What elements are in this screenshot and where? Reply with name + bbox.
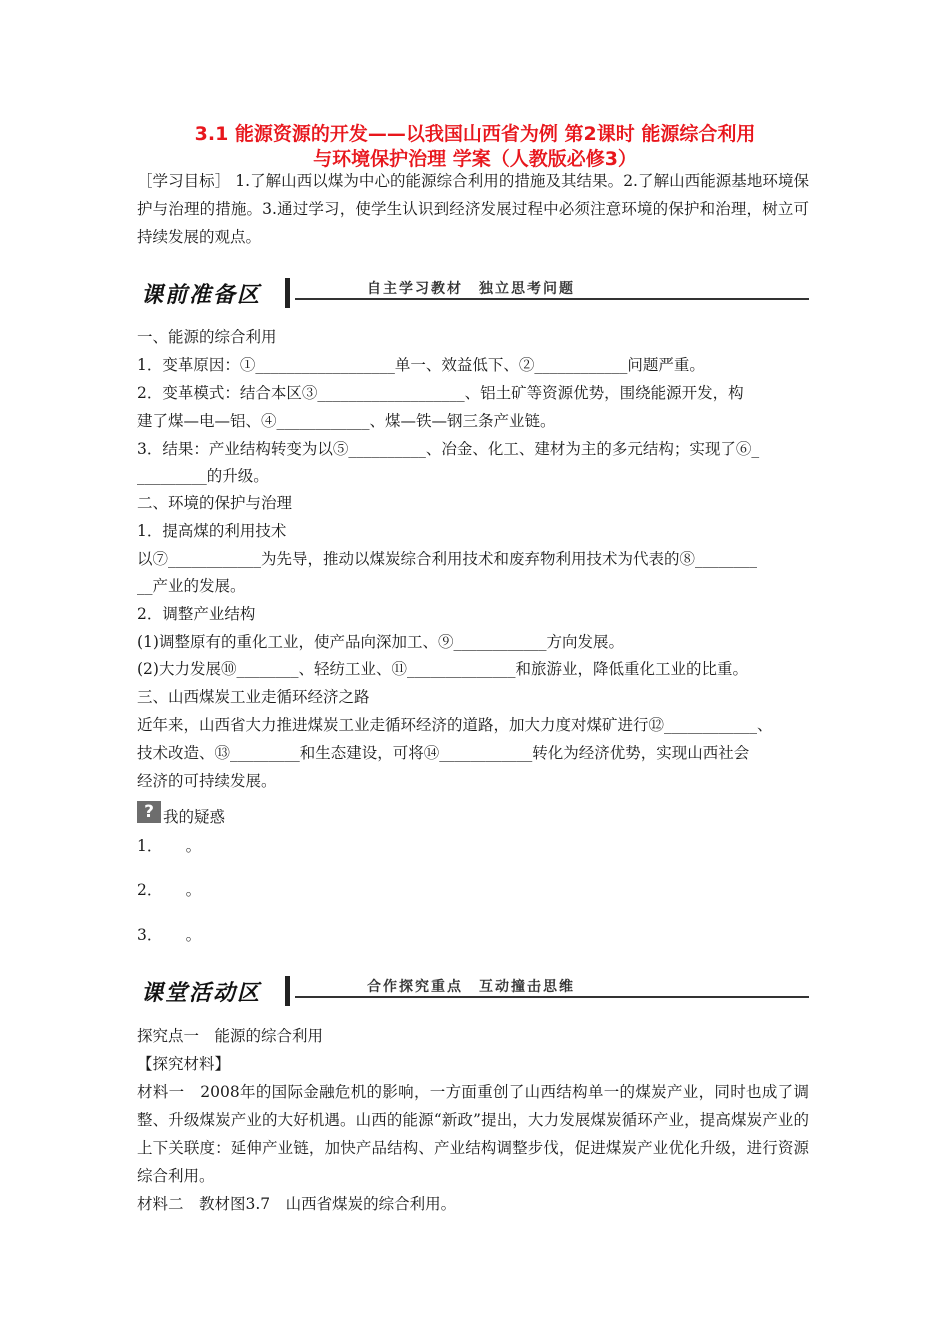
doubt-item: 3． 。 <box>137 926 202 944</box>
text-line: 3．结果：产业结构转变为以⑤__________、冶金、化工、建材为主的多元结构；实现了⑥_ <box>137 440 760 458</box>
text-line: 2．调整产业结构 <box>137 605 256 623</box>
banner-divider <box>285 976 290 1006</box>
text-line: (2)大力发展⑩________、轻纺工业、⑪______________和旅游业，降低重化工业的比重。 <box>137 660 748 678</box>
doubt-item: 2． 。 <box>137 881 202 899</box>
banner-title: 课前准备区 <box>141 283 262 308</box>
text-line: 近年来，山西省大力推进煤炭工业走循环经济的道路，加大力度对煤矿进行⑫____________、 <box>137 716 773 734</box>
title-line-1: 3.1 能源资源的开发——以我国山西省为例 第2课时 能源综合利用 <box>194 123 756 145</box>
text-line: 经济的可持续发展。 <box>137 772 277 790</box>
text-line: 以⑦____________为先导，推动以煤炭综合利用技术和废弃物利用技术为代表的⑧________ <box>137 550 758 568</box>
learning-objectives: ［学习目标］ 1.了解山西以煤为中心的能源综合利用的措施及其结果。2.了解山西能源基地环境保护与治理的措施。3.通过学习，使学生认识到经济发展过程中必须注意环境的保护和治理，树立可持续发展的观点。 <box>137 172 809 246</box>
banner-subtitle: 自主学习教材 独立思考问题 <box>367 281 575 297</box>
text-line: 三、山西煤炭工业走循环经济之路 <box>137 688 370 706</box>
inquiry-point-title: 探究点一 能源的综合利用 <box>137 1027 324 1045</box>
title-line-2: 与环境保护治理 学案（人教版必修3） <box>313 148 637 170</box>
materials-label: 【探究材料】 <box>137 1055 231 1073</box>
text-line: 1．变革原因：①__________________单一、效益低下、②____________问题严重。 <box>137 356 705 374</box>
doubts-label: 我的疑惑 <box>163 808 226 826</box>
text-line: 建了煤—电—铝、④____________、煤—铁—钢三条产业链。 <box>137 412 556 430</box>
section-banner-prep <box>137 276 809 312</box>
text-line: __产业的发展。 <box>137 577 246 595</box>
doubt-item: 1． 。 <box>137 837 202 855</box>
banner-subtitle: 合作探究重点 互动撞击思维 <box>367 979 575 995</box>
text-line: 1．提高煤的利用技术 <box>137 522 287 540</box>
question-icon: ? <box>137 801 161 823</box>
text-line: 技术改造、⑬_________和生态建设，可将⑭____________转化为经济优势，实现山西社会 <box>137 744 750 762</box>
document-title <box>120 122 830 172</box>
material-two: 材料二 教材图3.7 山西省煤炭的综合利用。 <box>137 1195 457 1213</box>
banner-title: 课堂活动区 <box>141 981 262 1006</box>
banner-divider <box>285 278 290 308</box>
section-banner-class <box>137 974 809 1010</box>
banner-rule <box>295 996 809 998</box>
text-line: (1)调整原有的重化工业，使产品向深加工、⑨____________方向发展。 <box>137 633 624 651</box>
text-line: 二、环境的保护与治理 <box>137 494 293 512</box>
text-line: _________的升级。 <box>137 467 269 485</box>
text-line: 一、能源的综合利用 <box>137 328 277 346</box>
material-one: 材料一 2008年的国际金融危机的影响，一方面重创了山西结构单一的煤炭产业，同时也成了调整、升级煤炭产业的大好机遇。山西的能源“新政”提出，大力发展煤炭循环产业，提高煤炭产业的上下关联度：延伸产业链，加快产品结构、产业结构调整步伐，促进煤炭产业优化升级，进行资源综合利用。 <box>137 1083 809 1185</box>
text-line: 2．变革模式：结合本区③___________________、铝土矿等资源优势，围绕能源开发，构 <box>137 384 744 402</box>
banner-rule <box>295 298 809 300</box>
